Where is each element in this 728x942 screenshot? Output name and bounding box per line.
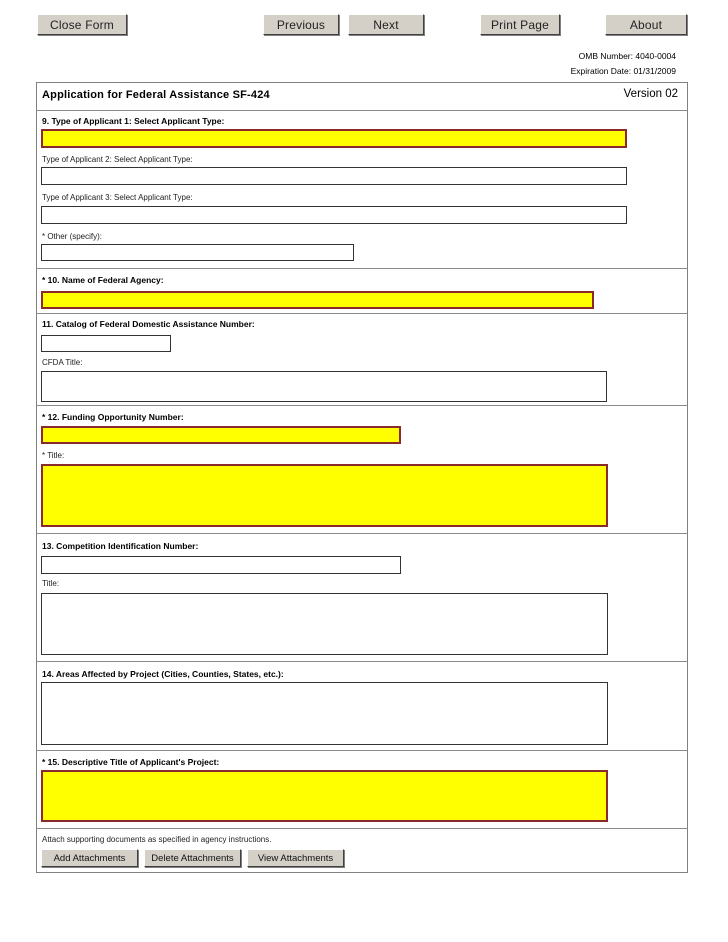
divider <box>36 661 688 662</box>
view-attachments-button[interactable]: View Attachments <box>247 849 344 867</box>
cfda-title-label: CFDA Title: <box>42 358 83 367</box>
applicant-type-3-label: Type of Applicant 3: Select Applicant Type: <box>42 193 193 202</box>
divider <box>36 268 688 269</box>
project-title-textarea[interactable] <box>41 770 608 822</box>
funding-title-label: * Title: <box>42 451 65 460</box>
cfda-number-input[interactable] <box>41 335 171 352</box>
section-14-heading: 14. Areas Affected by Project (Cities, Counties, States, etc.): <box>42 669 284 679</box>
funding-title-textarea[interactable] <box>41 464 608 527</box>
form-version: Version 02 <box>623 88 678 100</box>
form-title: Application for Federal Assistance SF-424 <box>42 89 270 101</box>
divider <box>36 533 688 534</box>
applicant-type-1-select[interactable] <box>41 129 627 148</box>
section-13-heading: 13. Competition Identification Number: <box>42 541 199 551</box>
section-15-heading: * 15. Descriptive Title of Applicant's Project: <box>42 757 220 767</box>
cfda-title-textarea[interactable] <box>41 371 607 402</box>
applicant-type-2-label: Type of Applicant 2: Select Applicant Type: <box>42 155 193 164</box>
federal-agency-input[interactable] <box>41 291 594 309</box>
delete-attachments-button[interactable]: Delete Attachments <box>144 849 241 867</box>
section-10-heading: * 10. Name of Federal Agency: <box>42 275 164 285</box>
divider <box>36 313 688 314</box>
previous-button[interactable]: Previous <box>263 14 339 35</box>
competition-title-label: Title: <box>42 579 60 588</box>
areas-affected-textarea[interactable] <box>41 682 608 745</box>
add-attachments-button[interactable]: Add Attachments <box>41 849 138 867</box>
divider <box>36 828 688 829</box>
expiration-date: Expiration Date: 01/31/2009 <box>570 66 676 76</box>
print-page-button[interactable]: Print Page <box>480 14 560 35</box>
competition-title-textarea[interactable] <box>41 593 608 655</box>
other-specify-label: * Other (specify): <box>42 232 103 241</box>
competition-id-input[interactable] <box>41 556 401 574</box>
divider <box>36 750 688 751</box>
next-button[interactable]: Next <box>348 14 424 35</box>
about-button[interactable]: About <box>605 14 687 35</box>
divider <box>36 110 688 111</box>
close-form-button[interactable]: Close Form <box>37 14 127 35</box>
other-specify-input[interactable] <box>41 244 354 261</box>
section-9-heading: 9. Type of Applicant 1: Select Applicant Type: <box>42 116 225 126</box>
section-12-heading: * 12. Funding Opportunity Number: <box>42 412 184 422</box>
section-11-heading: 11. Catalog of Federal Domestic Assistance Number: <box>42 319 255 329</box>
attachments-instructions: Attach supporting documents as specified in agency instructions. <box>42 835 272 844</box>
funding-opportunity-number-input[interactable] <box>41 426 401 444</box>
applicant-type-2-select[interactable] <box>41 167 627 185</box>
applicant-type-3-select[interactable] <box>41 206 627 224</box>
divider <box>36 405 688 406</box>
omb-number: OMB Number: 4040-0004 <box>578 51 676 61</box>
